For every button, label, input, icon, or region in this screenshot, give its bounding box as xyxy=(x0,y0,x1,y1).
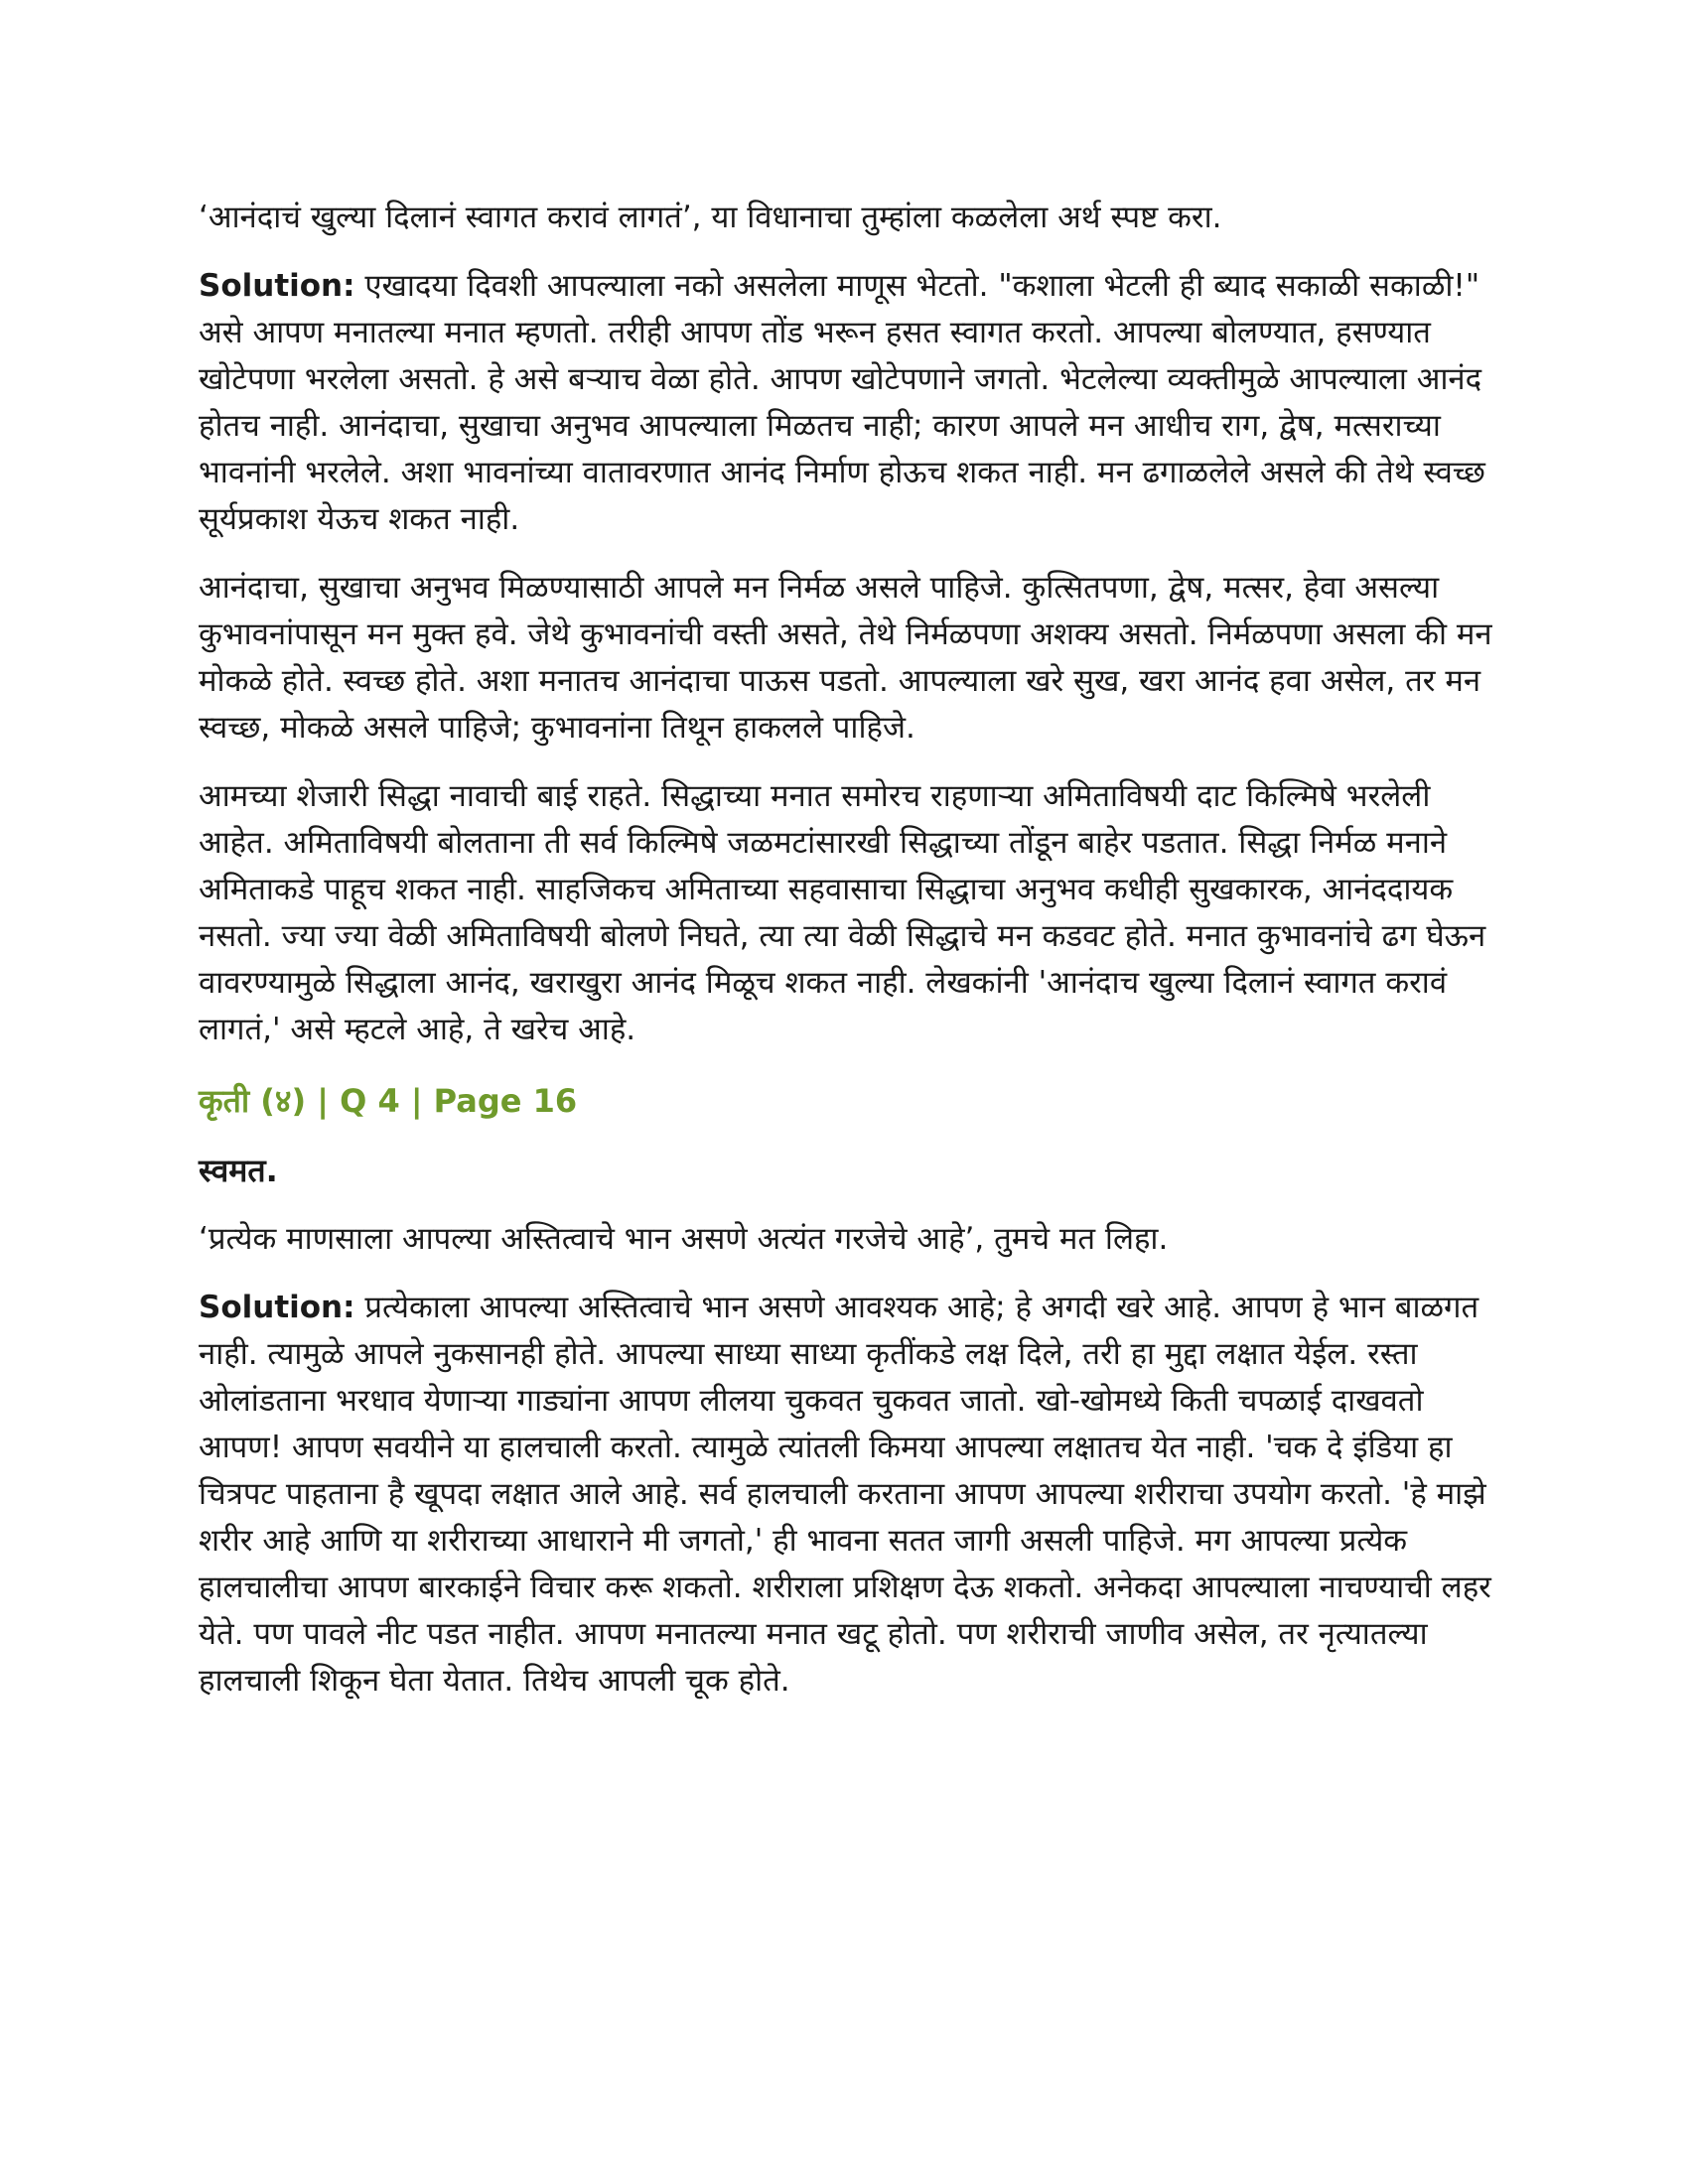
question-text-2: ‘प्रत्येक माणसाला आपल्या अस्तित्वाचे भान असणे अत्यंत गरजेचे आहे’, तुमचे मत लिहा. xyxy=(199,1221,1169,1257)
question-text-1: ‘आनंदाचं खुल्या दिलानं स्वागत करावं लागतं’, या विधानाचा तुम्हांला कळलेला अर्थ स्पष्ट करा. xyxy=(199,200,1222,235)
solution-paragraph-4 xyxy=(199,1285,1509,1705)
question-subheading: स्वमत. xyxy=(199,1152,278,1189)
solution-text-1: एखादया दिवशी आपल्याला नको असलेला माणूस भेटतो. "कशाला भेटली ही ब्याद सकाळी सकाळी!" असे आपण मनातल्या मनात म्हणतो. तरीही आपण तोंड भरून हसत स्वागत करतो. आपल्या बोलण्यात, हसण्यात खोटेपणा भरलेला असतो. हे असे बऱ्याच वेळा होते. आपण खोटेपणाने जगतो. भेटलेल्या व्यक्तीमुळे आपल्याला आनंद होतच नाही. आनंदाचा, सुखाचा अनुभव आपल्याला मिळतच नाही; कारण आपले मन आधीच राग, द्वेष, मत्सराच्या भावनांनी भरलेले. अशा भावनांच्या वातावरणात आनंद निर्माण होऊच शकत नाही. मन ढगाळलेले असले की तेथे स्वच्छ सूर्यप्रकाश येऊच शकत नाही. xyxy=(199,268,1485,537)
solution-paragraph-2: आनंदाचा, सुखाचा अनुभव मिळण्यासाठी आपले मन निर्मळ असले पाहिजे. कुत्सितपणा, द्वेष, मत्सर, हेवा असल्या कुभावनांपासून मन मुक्त हवे. जेथे कुभावनांची वस्ती असते, तेथे निर्मळपणा अशक्य असतो. निर्मळपणा असला की मन मोकळे होते. स्वच्छ होते. अशा मनातच आनंदाचा पाऊस पडतो. आपल्याला खरे सुख, खरा आनंद हवा असेल, तर मन स्वच्छ, मोकळे असले पाहिजे; कुभावनांना तिथून हाकलले पाहिजे. xyxy=(199,570,1492,746)
solution-label: Solution: xyxy=(199,268,355,304)
solution-paragraph-1 xyxy=(199,263,1509,543)
document-page xyxy=(199,195,1509,1726)
solution-label: Solution: xyxy=(199,1290,355,1325)
solution-text-4: प्रत्येकाला आपल्या अस्तित्वाचे भान असणे आवश्यक आहे; हे अगदी खरे आहे. आपण हे भान बाळगत नाही. त्यामुळे आपले नुकसानही होते. आपल्या साध्या साध्या कृतींकडे लक्ष दिले, तरी हा मुद्दा लक्षात येईल. रस्ता ओलांडताना भरधाव येणाऱ्या गाड्यांना आपण लीलया चुकवत चुकवत जातो. खो-खोमध्ये किती चपळाई दाखवतो आपण! आपण सवयीने या हालचाली करतो. त्यामुळे त्यांतली किमया आपल्या लक्षातच येत नाही. 'चक दे इंडिया हा चित्रपट पाहताना है खूपदा लक्षात आले आहे. सर्व हालचाली करताना आपण आपल्या शरीराचा उपयोग करतो. 'हे माझे शरीर आहे आणि या शरीराच्या आधाराने मी जगतो,' ही भावना सतत जागी असली पाहिजे. मग आपल्या प्रत्येक हालचालीचा आपण बारकाईने विचार करू शकतो. शरीराला प्रशिक्षण देऊ शकतो. अनेकदा आपल्याला नाचण्याची लहर येते. पण पावले नीट पडत नाहीत. आपण मनातल्या मनात खटू होतो. पण शरीराची जाणीव असेल, तर नृत्यातल्या हालचाली शिकून घेता येतात. तिथेच आपली चूक होते. xyxy=(199,1290,1491,1699)
question-reference-link[interactable]: कृती (४) | Q 4 | Page 16 xyxy=(199,1082,578,1120)
solution-paragraph-3: आमच्या शेजारी सिद्धा नावाची बाई राहते. सिद्धाच्या मनात समोरच राहणाऱ्या अमिताविषयी दाट किल्मिषे भरलेली आहेत. अमिताविषयी बोलताना ती सर्व किल्मिषे जळमटांसारखी सिद्धाच्या तोंडून बाहेर पडतात. सिद्धा निर्मळ मनाने अमिताकडे पाहूच शकत नाही. साहजिकच अमिताच्या सहवासाचा सिद्धाचा अनुभव कधीही सुखकारक, आनंददायक नसतो. ज्या ज्या वेळी अमिताविषयी बोलणे निघते, त्या त्या वेळी सिद्धाचे मन कडवट होते. मनात कुभावनांचे ढग घेऊन वावरण्यामुळे सिद्धाला आनंद, खराखुरा आनंद मिळूच शकत नाही. लेखकांनी 'आनंदाच खुल्या दिलानं स्वागत करावं लागतं,' असे म्हटले आहे, ते खरेच आहे. xyxy=(199,778,1486,1047)
